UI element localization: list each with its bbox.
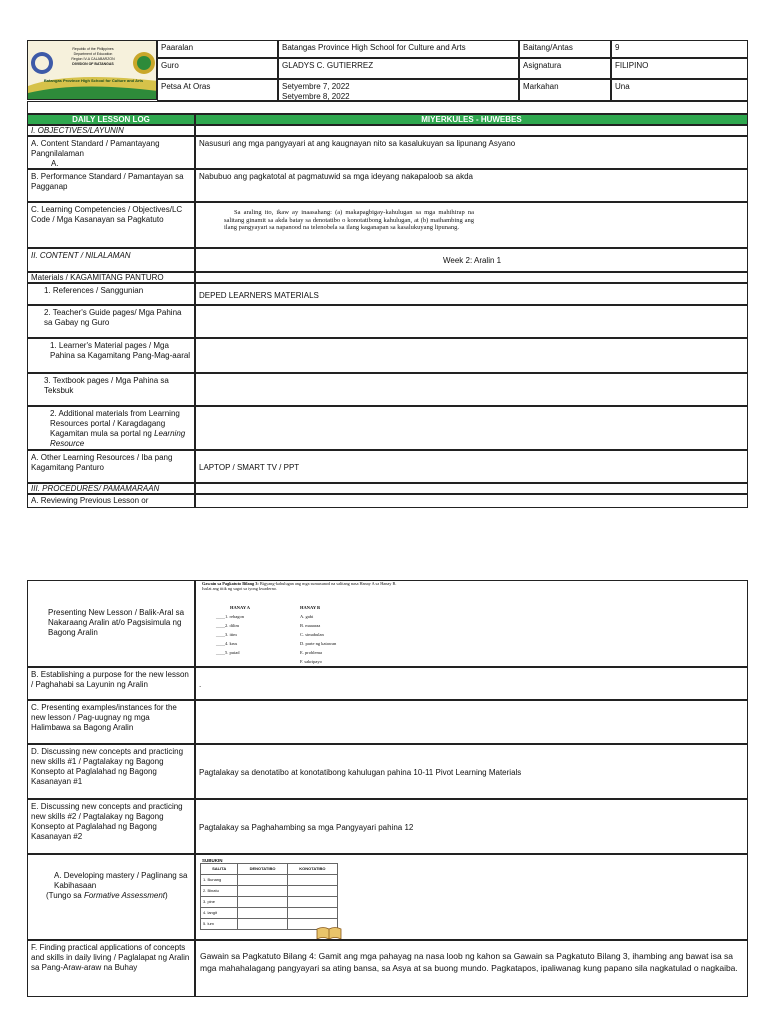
subukin-row bbox=[201, 875, 338, 886]
book-icon bbox=[316, 926, 342, 940]
learning-competencies-value: Sa araling ito, ikaw ay inaasahang: (a) makapagbigay-kahulugan sa mga mahihirap na salitang ginamit sa akda batay sa denotatibo o konotatibong kahulugan, at (b) maihambing ang ilang pangyayari sa napanood na telenobela sa ilang kaganapan sa kasalukuyang lipunang. bbox=[224, 209, 474, 231]
teachers-guide-value bbox=[195, 305, 748, 338]
gawain3-instructions bbox=[202, 581, 402, 591]
logo-text-3: Region IV-A CALABARZON bbox=[71, 57, 115, 61]
gawain3-text: Bigyang-kahulugan ang mga sumusunod na salitang nasa Hanay A sa Hanay B. Isulat ang titik ng sagot sa iyong kwaderno. bbox=[202, 581, 397, 591]
subukin-word: 4. langit bbox=[201, 908, 238, 919]
formative-italic: Formative Assessment bbox=[83, 891, 166, 900]
subukin-row bbox=[201, 908, 338, 919]
establishing-purpose-label: B. Establishing a purpose for the new lesson / Paghahabi sa Layunin ng Aralin bbox=[27, 667, 195, 700]
subukin-blank bbox=[287, 875, 337, 886]
section-objectives: I. OBJECTIVES/LAYUNIN bbox=[27, 125, 195, 136]
subukin-blank bbox=[238, 897, 288, 908]
presenting-new-lesson-label: Presenting New Lesson / Balik-Aral sa Nakaraang Aralin at/o Pagsisimula ng Bagong Aralin bbox=[27, 580, 195, 667]
subukin-header: DENOTATIBO bbox=[238, 864, 288, 875]
presenting-examples-label: C. Presenting examples/instances for the new lesson / Pag-uugnay ng mga Halimbawa sa Bagong Aralin bbox=[27, 700, 195, 744]
hanay-b-item: D. parte ng katawan bbox=[300, 641, 337, 646]
header-label-guro: Guro bbox=[157, 58, 278, 79]
spacer-row bbox=[27, 101, 748, 114]
subukin-table bbox=[200, 863, 338, 930]
learners-material-label: 1. Learner's Material pages / Mga Pahina sa Kagamitang Pang-Mag-aaral bbox=[27, 338, 195, 373]
subukin-header-row bbox=[201, 864, 338, 875]
header-value-markahan: Una bbox=[611, 79, 748, 101]
teachers-guide-label: 2. Teacher's Guide pages/ Mga Pahina sa Gabay ng Guro bbox=[27, 305, 195, 338]
logo-text-4: DIVISION OF BATANGAS bbox=[72, 62, 114, 66]
content-standard-value: Nasusuri ang mga pangyayari at ang kaugnayan nito sa kasalukuyan sa lipunang Asyano bbox=[195, 136, 748, 169]
developing-mastery-label bbox=[27, 854, 195, 940]
materials-label: Materials / KAGAMITANG PANTURO bbox=[27, 272, 195, 283]
hanay-a-item: ____2. dilim bbox=[216, 623, 240, 628]
discussing-concepts-2-label: E. Discussing new concepts and practicing new skills #2 / Pagtalakay ng Bagong Konsepto at Paglalahad ng Bagong Kasanayan #2 bbox=[27, 799, 195, 854]
subukin-blank bbox=[238, 875, 288, 886]
subukin-row bbox=[201, 897, 338, 908]
discussing-concepts-2-value: Pagtalakay sa Paghahambing sa mga Pangyayari pahina 12 bbox=[195, 799, 748, 854]
subukin-word: 3. pine bbox=[201, 897, 238, 908]
gawain3-title: Gawain sa Pagkatuto Bilang 3: bbox=[202, 581, 259, 586]
subukin-word: 5. lum bbox=[201, 919, 238, 930]
hanay-b-item: C. simabulan bbox=[300, 632, 324, 637]
textbook-label: 3. Textbook pages / Mga Pahina sa Teksbuk bbox=[27, 373, 195, 406]
developing-mastery-value bbox=[195, 854, 748, 940]
section-content: II. CONTENT / NILALAMAN bbox=[27, 248, 195, 272]
subukin-blank bbox=[287, 886, 337, 897]
section-content-value-cell bbox=[195, 248, 748, 272]
dll-title: DAILY LESSON LOG bbox=[27, 114, 195, 125]
header-label-asignatura: Asignatura bbox=[519, 58, 611, 79]
hanay-b-item: F. sakripayo bbox=[300, 659, 322, 664]
logo-text-1: Republic of the Philippines bbox=[72, 47, 114, 51]
date-line-1: Setyembre 7, 2022 bbox=[282, 82, 350, 91]
hanay-a-item: ____5. puiad bbox=[216, 650, 240, 655]
reviewing-lesson-value bbox=[195, 494, 748, 508]
date-line-2: Setyembre 8, 2022 bbox=[282, 92, 350, 101]
header-label-baitang: Baitang/Antas bbox=[519, 40, 611, 58]
header-value-asignatura: FILIPINO bbox=[611, 58, 748, 79]
logo-text-2: Department of Education bbox=[73, 52, 113, 56]
subukin-header: SALITA bbox=[201, 864, 238, 875]
practical-applications-label: F. Finding practical applications of concepts and skills in daily living / Paglalapat ng Aralin sa Pang-Araw-araw na Buhay bbox=[27, 940, 195, 997]
content-standard-text: A. Content Standard / Pamantayang Pangnilalaman bbox=[31, 139, 160, 158]
header-value-guro: GLADYS C. GUTIERREZ bbox=[278, 58, 519, 79]
learners-material-value bbox=[195, 338, 748, 373]
references-label: 1. References / Sanggunian bbox=[27, 283, 195, 305]
header-value-paaralan: Batangas Province High School for Culture and Arts bbox=[278, 40, 519, 58]
hanay-b-list bbox=[300, 612, 336, 666]
presenting-examples-value bbox=[195, 700, 748, 744]
formative-assessment-line bbox=[46, 891, 191, 901]
hanay-a-list bbox=[216, 612, 244, 657]
subukin-blank bbox=[238, 908, 288, 919]
hanay-a-header: HANAY A bbox=[230, 605, 251, 610]
learning-competencies-label: C. Learning Competencies / Objectives/LC Code / Mga Kasanayan sa Pagkatuto bbox=[27, 202, 195, 248]
additional-materials-value bbox=[195, 406, 748, 450]
additional-materials-label bbox=[27, 406, 195, 450]
subukin-word: 2. Binatu bbox=[201, 886, 238, 897]
additional-materials-text: 2. Additional materials from Learning Resources portal / Karagdagang Kagamitan mula sa portal ng bbox=[50, 409, 180, 438]
header-value-petsa bbox=[278, 79, 519, 101]
materials-blank bbox=[195, 272, 748, 283]
formative-suffix: ) bbox=[165, 891, 168, 900]
developing-mastery-text: A. Developing mastery / Paglinang sa Kabihasaan bbox=[54, 871, 188, 890]
hanay-a-item: ____4. krus bbox=[216, 641, 238, 646]
subukin-title: SUBUKIN bbox=[202, 858, 223, 863]
hanay-b-header: HANAY B bbox=[300, 605, 321, 610]
header-label-petsa: Petsa At Oras bbox=[157, 79, 278, 101]
header-value-baitang: 9 bbox=[611, 40, 748, 58]
hanay-b-item: E. problema bbox=[300, 650, 322, 655]
hanay-b-item: B. maaaraa bbox=[300, 623, 321, 628]
textbook-value bbox=[195, 373, 748, 406]
section-objectives-blank bbox=[195, 125, 748, 136]
reviewing-lesson-label: A. Reviewing Previous Lesson or bbox=[27, 494, 195, 508]
subukin-word: 1. Bunang bbox=[201, 875, 238, 886]
discussing-concepts-1-value: Pagtalakay sa denotatibo at konotatibong kahulugan pahina 10-11 Pivot Learning Materials bbox=[195, 744, 748, 799]
subukin-header: KONOTATIBO bbox=[287, 864, 337, 875]
practical-applications-value: Gawain sa Pagkatuto Bilang 4: Gamit ang mga pahayag na nasa loob ng kahon sa Gawain sa Pagkatuto Bilang 3, ihambing ang bawat isa sa mga mahahalagang pangyayari sa ating bansa, sa Asya at sa buong mundo. Pagkatapos, ipaliwanag kung papano sila nagkatulad o nagkaiba. bbox=[195, 940, 748, 997]
section-procedures-blank bbox=[195, 483, 748, 494]
hanay-a-item: ____1. rebagon bbox=[216, 614, 244, 619]
performance-standard-label: B. Performance Standard / Pamantayan sa Pagganap bbox=[27, 169, 195, 202]
subukin-blank bbox=[238, 919, 288, 930]
school-logo-banner bbox=[27, 40, 157, 100]
establishing-purpose-value: . bbox=[195, 667, 748, 700]
header-label-markahan: Markahan bbox=[519, 79, 611, 101]
subukin-row bbox=[201, 886, 338, 897]
header-label-paaralan: Paaralan bbox=[157, 40, 278, 58]
content-standard-sub: A. bbox=[51, 159, 59, 168]
hanay-a-item: ____3. itim bbox=[216, 632, 237, 637]
other-resources-value: LAPTOP / SMART TV / PPT bbox=[195, 450, 748, 483]
references-value: DEPED LEARNERS MATERIALS bbox=[195, 283, 748, 305]
additional-materials-italic: Learning Resource bbox=[50, 429, 186, 448]
day-title: MIYERKULES - HUWEBES bbox=[195, 114, 748, 125]
presenting-new-lesson-value bbox=[195, 580, 748, 667]
section-procedures: III. PROCEDURES/ PAMAMARAAN bbox=[27, 483, 195, 494]
formative-prefix: (Tungo sa bbox=[46, 891, 82, 900]
subukin-blank bbox=[287, 908, 337, 919]
subukin-blank bbox=[238, 886, 288, 897]
subukin-blank bbox=[287, 897, 337, 908]
hanay-b-item: A. gabi bbox=[300, 614, 314, 619]
performance-standard-value: Nabubuo ang pagkatotal at pagmatuwid sa mga ideyang nakapaloob sa akda bbox=[195, 169, 748, 202]
content-standard-label bbox=[27, 136, 195, 169]
discussing-concepts-1-label: D. Discussing new concepts and practicing new skills #1 / Pagtalakay ng Bagong Konsepto at Paglalahad ng Bagong Kasanayan #1 bbox=[27, 744, 195, 799]
week-label: Week 2: Aralin 1 bbox=[443, 256, 502, 265]
learning-competencies-value-cell bbox=[195, 202, 748, 248]
other-resources-label: A. Other Learning Resources / Iba pang Kagamitang Panturo bbox=[27, 450, 195, 483]
logo-school-name: Batangas Province High School for Culture and Arts bbox=[43, 78, 144, 83]
